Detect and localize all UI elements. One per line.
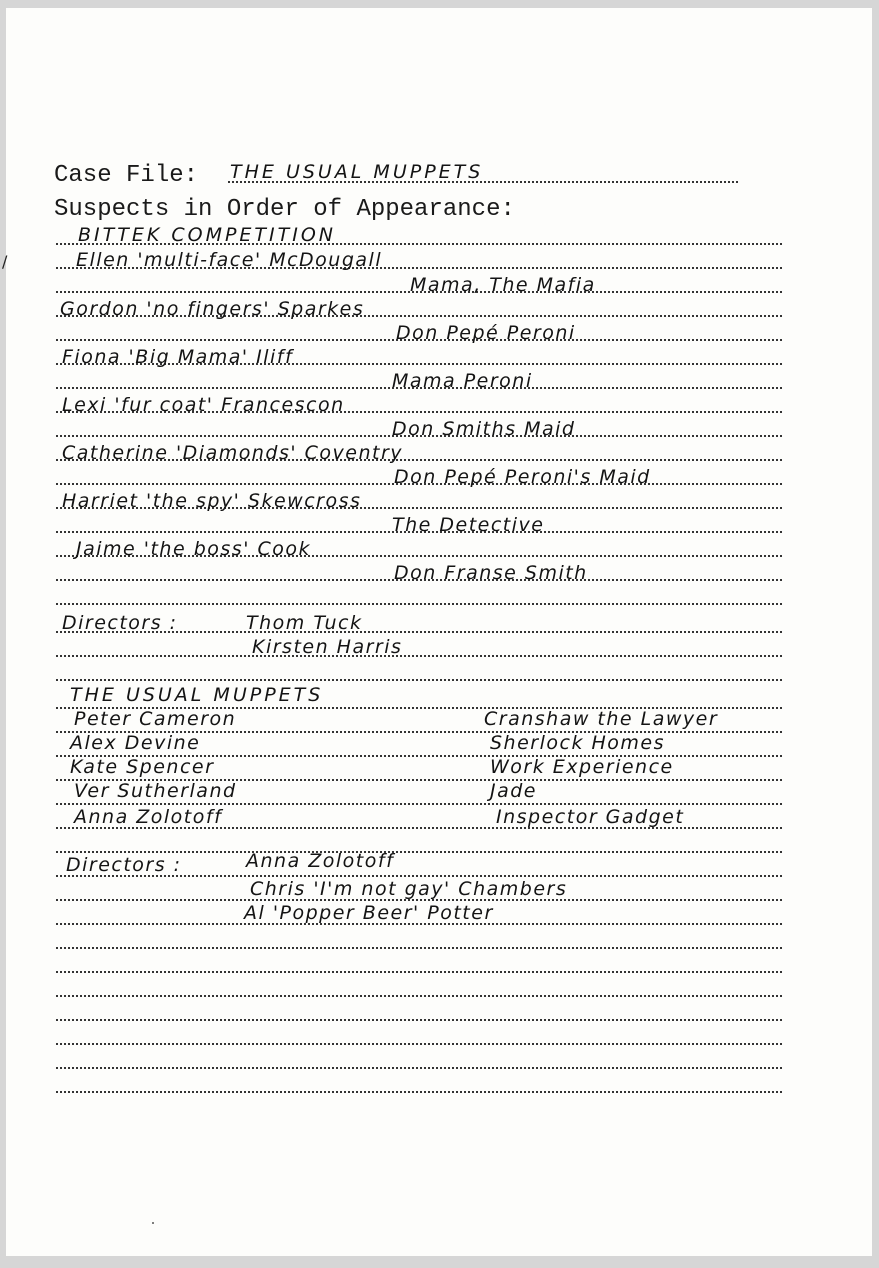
director-name: Thom Tuck [246,612,363,634]
cast-role: Cranshaw the Lawyer [484,708,719,730]
margin-mark: / [2,252,8,271]
suspect-role: Mama Peroni [392,370,533,392]
dotted-rule [56,655,782,657]
director-name: Kirsten Harris [252,636,403,658]
suspect-name: Lexi 'fur coat' Francescon [62,394,345,416]
suspect-name: Jaime 'the boss' Cook [76,538,311,560]
cast-role: Inspector Gadget [496,806,685,828]
dotted-rule [56,679,782,681]
suspect-name: Harriet 'the spy' Skewcross [62,490,362,512]
director-name: Al 'Popper Beer' Potter [244,902,494,924]
case-file-title: THE USUAL MUPPETS [230,161,484,183]
cast-role: Work Experience [490,756,674,778]
suspect-role: Don Smiths Maid [392,418,576,440]
dotted-rule [56,1043,782,1045]
suspect-name: Catherine 'Diamonds' Coventry [62,442,403,464]
dotted-rule [56,1067,782,1069]
dotted-rule [56,1019,782,1021]
suspect-name: Fiona 'Big Mama' Iliff [62,346,294,368]
suspects-heading: Suspects in Order of Appearance: [54,196,515,223]
suspect-role: Mama, The Mafia [410,274,596,296]
dotted-rule [56,803,782,805]
dotted-rule [56,995,782,997]
suspect-role: The Detective [392,514,545,536]
cast-name: Ver Sutherland [74,780,237,802]
dotted-rule [56,947,782,949]
cast-role: Sherlock Homes [490,732,666,754]
case-file-label: Case File: [54,162,199,189]
suspect-name: Ellen 'multi-face' McDougall [76,249,383,271]
cast-name: Kate Spencer [70,756,215,778]
suspect-role: Don Franse Smith [394,562,588,584]
director-name: Chris 'I'm not gay' Chambers [250,878,568,900]
paper-speck [152,1222,154,1224]
section1-heading: BITTEK COMPETITION [78,224,337,246]
director-name: Anna Zolotoff [246,850,395,872]
directors-label: Directors : [62,612,178,634]
section2-heading: THE USUAL MUPPETS [70,684,324,706]
cast-name: Anna Zolotoff [74,806,223,828]
dotted-rule [56,851,782,853]
dotted-rule [56,603,782,605]
directors-label: Directors : [66,854,182,876]
cast-role: Jade [490,780,537,802]
suspect-role: Don Pepé Peroni [396,322,576,344]
cast-name: Alex Devine [70,732,201,754]
suspect-name: Gordon 'no fingers' Sparkes [60,298,365,320]
dotted-rule [56,971,782,973]
suspect-role: Don Pepé Peroni's Maid [394,466,651,488]
dotted-rule [56,1091,782,1093]
cast-name: Peter Cameron [74,708,237,730]
